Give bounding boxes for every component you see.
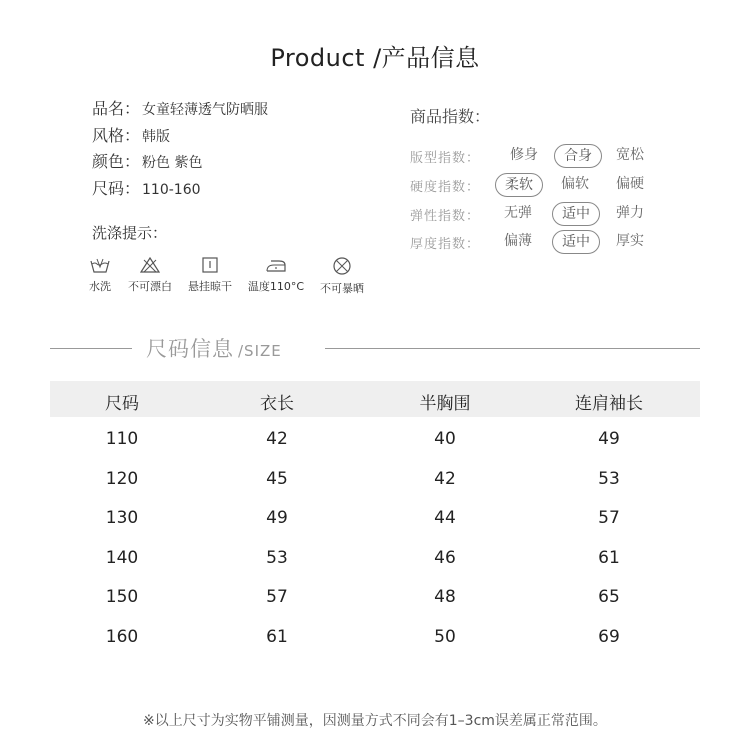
table-cell: 57 xyxy=(266,587,288,607)
table-cell: 42 xyxy=(266,429,288,449)
table-cell: 61 xyxy=(266,627,288,647)
index-label: 厚度指数： xyxy=(410,237,481,252)
wash-label: 温度110°C xyxy=(247,280,305,293)
index-option-selected: 适中 xyxy=(552,202,600,226)
wash-item xyxy=(314,256,370,296)
wash-label: 不可漂白 xyxy=(128,280,172,293)
index-row-elasticity xyxy=(410,202,710,226)
table-cell: 110 xyxy=(105,429,139,449)
table-cell: 53 xyxy=(266,548,288,568)
footnote: ※以上尺寸为实物平铺测量，因测量方式不同会有1–3cm误差属正常范围。 xyxy=(143,713,607,729)
product-info xyxy=(92,96,268,202)
hang-dry-icon xyxy=(181,256,239,274)
index-option: 修身 xyxy=(510,147,538,163)
table-cell: 49 xyxy=(598,429,620,449)
no-sun-icon xyxy=(314,256,370,276)
index-option-selected: 柔软 xyxy=(495,173,543,197)
index-option: 厚实 xyxy=(616,233,644,249)
table-header-cell: 半胸围 xyxy=(419,394,471,414)
table-cell: 48 xyxy=(434,587,456,607)
wash-item xyxy=(83,256,117,294)
wash-item xyxy=(181,256,239,294)
table-header-cell: 衣长 xyxy=(260,394,294,414)
index-option: 无弹 xyxy=(504,205,532,221)
index-label: 版型指数： xyxy=(410,151,481,166)
index-row-hardness xyxy=(410,173,710,197)
table-cell: 40 xyxy=(434,429,456,449)
table-cell: 50 xyxy=(434,627,456,647)
info-key: 颜色： xyxy=(92,152,141,171)
info-row-color xyxy=(92,149,268,176)
index-option-selected: 合身 xyxy=(554,144,602,168)
table-cell: 42 xyxy=(434,469,456,489)
table-cell: 150 xyxy=(105,587,139,607)
wash-title: 洗涤提示： xyxy=(92,224,168,242)
table-cell: 61 xyxy=(598,548,620,568)
table-cell: 57 xyxy=(598,508,620,528)
index-row-fit xyxy=(410,144,710,168)
index-row-thickness xyxy=(410,230,710,254)
table-cell: 120 xyxy=(105,469,139,489)
info-value: 韩版 xyxy=(142,128,171,145)
index-label: 弹性指数： xyxy=(410,209,481,224)
index-label: 硬度指数： xyxy=(410,180,481,195)
table-cell: 130 xyxy=(105,508,139,528)
no-bleach-icon xyxy=(120,256,180,274)
info-key: 尺码： xyxy=(92,178,141,198)
size-title-en: /SIZE xyxy=(238,342,282,360)
info-row-size xyxy=(92,176,268,203)
index-option: 偏硬 xyxy=(616,176,644,192)
wash-label: 悬挂晾干 xyxy=(188,280,232,293)
wash-item xyxy=(241,256,311,294)
info-value: 110-160 xyxy=(142,181,201,198)
info-row-style xyxy=(92,123,268,150)
divider-left xyxy=(50,348,132,349)
info-value: 女童轻薄透气防晒服 xyxy=(142,102,269,118)
index-option: 弹力 xyxy=(616,205,644,221)
size-title-zh: 尺码信息 xyxy=(146,337,234,361)
iron-icon xyxy=(241,256,311,274)
wash-item xyxy=(120,256,180,294)
table-cell: 49 xyxy=(266,508,288,528)
index-option-selected: 适中 xyxy=(552,230,600,254)
table-cell: 45 xyxy=(266,469,288,489)
table-cell: 53 xyxy=(598,469,620,489)
index-title: 商品指数： xyxy=(410,107,491,126)
index-option: 偏薄 xyxy=(504,233,532,249)
size-section-title xyxy=(146,333,282,363)
table-cell: 65 xyxy=(598,587,620,607)
info-value: 粉色 紫色 xyxy=(142,155,203,171)
table-cell: 160 xyxy=(105,627,139,647)
info-key: 品名： xyxy=(92,99,141,118)
table-header-cell: 连肩袖长 xyxy=(575,394,643,414)
info-key: 风格： xyxy=(92,125,141,145)
table-cell: 140 xyxy=(105,548,139,568)
page-title: Product /产品信息 xyxy=(270,44,480,72)
index-option: 偏软 xyxy=(561,176,589,192)
divider-right xyxy=(325,348,700,349)
table-header-cell: 尺码 xyxy=(105,394,139,414)
hand-wash-icon xyxy=(83,256,117,274)
table-cell: 69 xyxy=(598,627,620,647)
wash-label: 不可暴晒 xyxy=(320,282,364,295)
index-option: 宽松 xyxy=(616,147,644,163)
table-cell: 44 xyxy=(434,508,456,528)
wash-label: 水洗 xyxy=(89,280,111,293)
info-row-name xyxy=(92,96,268,123)
table-cell: 46 xyxy=(434,548,456,568)
